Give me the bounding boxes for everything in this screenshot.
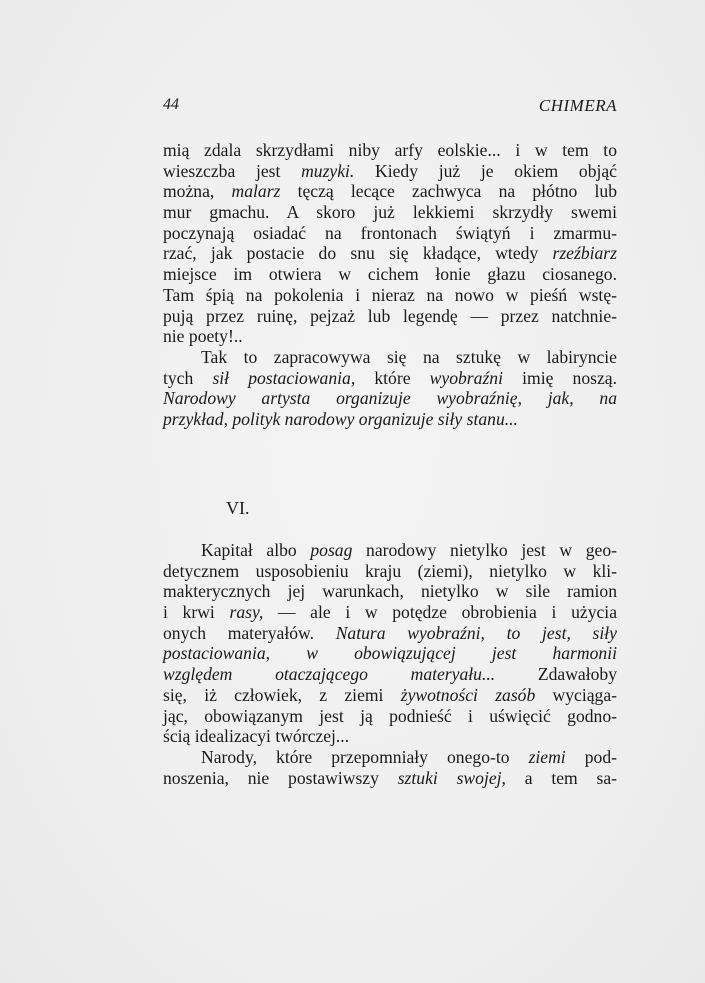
- text-run: miejsce im otwiera w cichem łonie głazu ciosanego.: [163, 264, 617, 285]
- text-line: [163, 202, 617, 223]
- paragraph-2: [163, 347, 617, 430]
- text-line: [163, 181, 617, 202]
- text-run: narodowy nietylko jest w geo-: [352, 540, 617, 560]
- text-line: [163, 326, 617, 347]
- text-run: mią zdala skrzydłami niby arfy eolskie... i w tem to: [163, 140, 617, 160]
- text-run: które: [355, 367, 430, 388]
- italic-text: sił postaciowania,: [212, 367, 356, 388]
- text-run: detycznem usposobieniu kraju (ziemi), nietylko w kli-: [163, 560, 617, 581]
- text-line: [163, 347, 617, 368]
- text-line: [163, 623, 617, 644]
- text-line: [163, 581, 617, 602]
- text-run: tych: [163, 367, 213, 388]
- text-run: pują przez ruinę, pejzaż lub legendę — przez natchnie-: [163, 305, 617, 326]
- text-line: [163, 409, 617, 430]
- text-run: jąc, obowiązanym jest ją podnieść i uświęcić godno-: [163, 705, 617, 726]
- italic-text: postaciowania, w obowiązującej jest harmonii: [163, 643, 617, 664]
- text-line: [163, 223, 617, 244]
- text-run: Kapitał albo: [201, 540, 311, 560]
- text-run: Tak to zapracowywa się na sztukę w labiryncie: [201, 347, 617, 367]
- italic-text: posag: [310, 540, 353, 560]
- text-line: [163, 285, 617, 306]
- text-run: a tem sa-: [505, 767, 618, 788]
- paragraph-4: [163, 747, 617, 788]
- paragraph-1: [163, 140, 617, 347]
- text-line: [163, 540, 617, 561]
- text-line: [163, 388, 617, 409]
- text-line: [163, 747, 617, 768]
- italic-text: sztuki swojej,: [397, 767, 506, 788]
- running-title: CHIMERA: [538, 96, 617, 115]
- text-run: onych materyałów.: [163, 622, 336, 643]
- paragraph-3: [163, 540, 617, 747]
- italic-text: rzeźbiarz: [552, 243, 617, 264]
- text-line: [163, 264, 617, 285]
- italic-text: ziemi: [528, 747, 566, 767]
- running-header: [163, 96, 617, 120]
- text-line: [163, 140, 617, 161]
- text-line: [163, 768, 617, 789]
- text-run: się, iż człowiek, z ziemi: [163, 684, 401, 705]
- italic-text: przykład, polityk narodowy organizuje siły stanu...: [163, 409, 518, 430]
- text-line: [163, 602, 617, 623]
- text-run: Narody, które przepomniały onego-to: [201, 747, 529, 767]
- page-number: 44: [163, 96, 179, 113]
- italic-text: Natura wyobraźni, to jest, siły: [335, 622, 617, 643]
- text-run: imię noszą.: [502, 367, 617, 388]
- text-line: [163, 561, 617, 582]
- text-run: tęczą lecące zachwyca na płótno lub: [280, 181, 618, 202]
- text-run: Kiedy już je okiem objąć: [354, 160, 617, 181]
- text-run: poczynają osiadać na frontonach świątyń i zmarmu-: [163, 222, 617, 243]
- text-line: [163, 643, 617, 664]
- section-heading: VI.: [226, 498, 250, 518]
- italic-text: wyobraźni: [429, 367, 503, 388]
- italic-text: muzyki.: [301, 160, 355, 181]
- text-line: [163, 306, 617, 327]
- text-run: i krwi: [163, 602, 230, 623]
- italic-text: malarz: [231, 181, 281, 202]
- text-line: [163, 726, 617, 747]
- text-line: [163, 664, 617, 685]
- text-run: wyciąga-: [535, 684, 618, 705]
- text-run: wieszczba jest: [163, 160, 302, 181]
- text-line: [163, 368, 617, 389]
- text-run: makterycznych jej warunkach, nietylko w sile ramion: [163, 581, 617, 602]
- italic-text: żywotności zasób: [400, 684, 536, 705]
- text-run: pod-: [565, 747, 617, 767]
- text-run: Zdawałoby: [495, 664, 617, 685]
- italic-text: Narodowy artysta organizuje wyobraźnię, jak, na: [163, 388, 617, 409]
- text-run: można,: [163, 181, 232, 202]
- text-line: [163, 706, 617, 727]
- text-line: [163, 243, 617, 264]
- text-run: — ale i w potędze obrobienia i użycia: [263, 602, 618, 623]
- text-run: noszenia, nie postawiwszy: [163, 767, 398, 788]
- text-line: [163, 685, 617, 706]
- italic-text: względem otaczającego materyału...: [163, 664, 496, 685]
- text-line: [163, 161, 617, 182]
- text-run: ścią idealizacyi twórczej...: [163, 726, 350, 747]
- text-run: nie poety!..: [163, 326, 243, 347]
- text-run: mur gmachu. A skoro już lekkiemi skrzydły swemi: [163, 202, 617, 223]
- italic-text: rasy,: [229, 602, 264, 623]
- text-run: Tam śpią na pokolenia i nieraz na nowo w pieśń wstę-: [163, 284, 617, 305]
- text-run: rzać, jak postacie do snu się kładące, wtedy: [163, 243, 553, 264]
